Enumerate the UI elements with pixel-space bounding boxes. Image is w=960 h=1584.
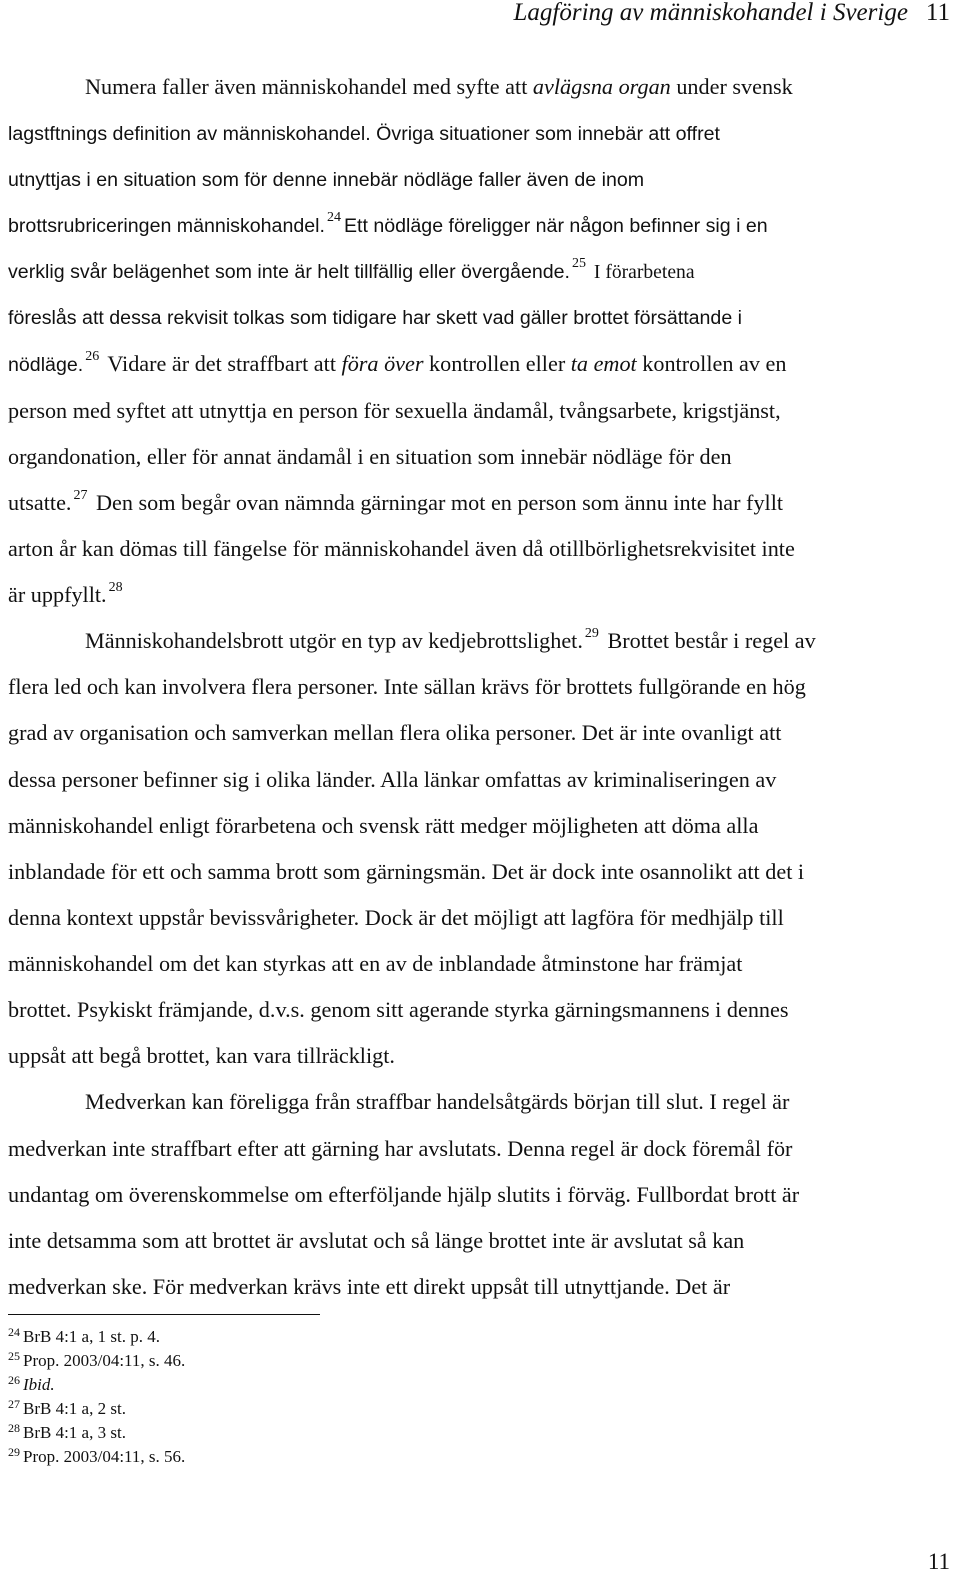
footnote-number: 26: [8, 1373, 20, 1387]
text-line: medverkan inte straffbart efter att gärning har avslutats. Denna regel är dock föremål för: [8, 1136, 793, 1161]
text-line: [8, 210, 768, 242]
text-line: inte detsamma som att brottet är avslutat och så länge brottet inte är avslutat så kan: [8, 1228, 745, 1253]
text-line: undantag om överenskommelse om efterföljande hjälp slutits i förväg. Fullbordat brott är: [8, 1182, 800, 1207]
footnote-24: [8, 1327, 160, 1348]
text-run: Numera faller även människohandel med syfte att: [85, 74, 533, 99]
text-line: utnyttjas i en situation som för denne innebär nödläge faller även de inom: [8, 169, 645, 191]
text-run: Den som begår ovan nämnda gärningar mot en person som ännu inte har fyllt: [90, 490, 784, 515]
footnote-text: BrB 4:1 a, 1 st. p. 4.: [23, 1327, 160, 1346]
footnote-25: [8, 1351, 185, 1372]
text-line: grad av organisation och samverkan mellan flera olika personer. Det är inte ovanligt att: [8, 720, 782, 745]
footnote-number: 24: [8, 1325, 20, 1339]
text-line: [8, 256, 695, 288]
text-line: arton år kan dömas till fängelse för människohandel även då otillbörlighetsrekvisitet inte: [8, 536, 795, 561]
italic-term: föra över: [341, 351, 424, 376]
footnote-ref-29[interactable]: 29: [584, 626, 599, 641]
text-line: denna kontext uppstår bevissvårigheter. Dock är det möjligt att lagföra för medhjälp till: [8, 905, 784, 930]
text-line: människohandel om det kan styrkas att en av de inblandade åtminstone har främjat: [8, 951, 743, 976]
text-line: [85, 74, 793, 100]
text-line: lagstftnings definition av människohandel. Övriga situationer som innebär att offret: [8, 123, 720, 145]
footnote-number: 28: [8, 1421, 20, 1435]
footnote-text: Ibid.: [23, 1375, 55, 1394]
footnote-text: BrB 4:1 a, 2 st.: [23, 1399, 126, 1418]
footnote-26: [8, 1375, 55, 1396]
text-run: Brottet består i regel av: [601, 628, 816, 653]
text-run: Ett nödläge föreligger när någon befinner sig i en: [343, 215, 768, 237]
running-header: [514, 0, 950, 26]
text-line: organdonation, eller för annat ändamål i en situation som innebär nödläge för den: [8, 444, 732, 469]
text-run: brottsrubriceringen människohandel.: [8, 215, 325, 237]
text-line: uppsåt att begå brottet, kan vara tillräckligt.: [8, 1043, 395, 1068]
footnote-29: [8, 1447, 185, 1468]
footnote-ref-26[interactable]: 26: [85, 349, 100, 364]
italic-term: avlägsna organ: [532, 74, 671, 99]
text-line: brottet. Psykiskt främjande, d.v.s. genom sitt agerande styrka gärningsmannens i dennes: [8, 997, 789, 1022]
footnote-ref-27[interactable]: 27: [73, 488, 88, 503]
text-run: Människohandelsbrott utgör en typ av kedjebrottslighet.: [85, 628, 583, 653]
footnote-text: BrB 4:1 a, 3 st.: [23, 1423, 126, 1442]
text-line: inblandade för ett och samma brott som gärningsmän. Det är dock inte osannolikt att det i: [8, 859, 805, 884]
text-line: [85, 628, 816, 658]
footnote-28: [8, 1423, 126, 1444]
footnote-number: 29: [8, 1445, 20, 1459]
footnote-ref-28[interactable]: 28: [108, 580, 123, 595]
text-line: dessa personer befinner sig i olika länder. Alla länkar omfattas av kriminaliseringen av: [8, 767, 777, 792]
header-page-number: 11: [925, 0, 950, 26]
text-run: I förarbetena: [589, 262, 695, 283]
footnote-number: 25: [8, 1349, 20, 1363]
italic-term: ta emot: [570, 351, 637, 376]
text-run: under svensk: [670, 74, 793, 99]
text-run: utsatte.: [8, 490, 72, 515]
text-line: flera led och kan involvera flera personer. Inte sällan krävs för brottets fullgörande en hög: [8, 674, 806, 699]
text-run: nödläge.: [8, 354, 84, 376]
text-run: är uppfyllt.: [8, 582, 107, 607]
footnote-ref-24[interactable]: 24: [326, 210, 341, 225]
footnote-text: Prop. 2003/04:11, s. 56.: [23, 1447, 186, 1466]
footnote-ref-25[interactable]: 25: [572, 256, 586, 271]
text-line: medverkan ske. För medverkan krävs inte ett direkt uppsåt till utnyttjande. Det är: [8, 1274, 731, 1299]
footnote-text: Prop. 2003/04:11, s. 46.: [23, 1351, 186, 1370]
text-line: [8, 582, 126, 612]
text-run: kontrollen eller: [423, 351, 571, 376]
text-line: [8, 490, 783, 520]
footnote-separator: [8, 1314, 320, 1315]
header-title: Lagföring av människohandel i Sverige: [513, 0, 908, 26]
footer-page-number: 11: [927, 1549, 950, 1574]
text-line: person med syftet att utnyttja en person för sexuella ändamål, tvångsarbete, krigstjänst,: [8, 398, 781, 423]
text-line: människohandel enligt förarbetena och svensk rätt medger möjligheten att döma alla: [8, 813, 759, 838]
text-run: verklig svår belägenhet som inte är helt tillfällig eller övergående.: [8, 261, 570, 283]
text-run: kontrollen av en: [636, 351, 787, 376]
text-line: [8, 351, 786, 381]
text-line: Medverkan kan föreligga från straffbar handelsåtgärds början till slut. I regel är: [85, 1089, 790, 1114]
footnote-27: [8, 1399, 126, 1420]
text-line: föreslås att dessa rekvisit tolkas som tidigare har skett vad gäller brottet försättande i: [8, 307, 743, 329]
text-run: Vidare är det straffbart att: [102, 351, 342, 376]
footnote-number: 27: [8, 1397, 20, 1411]
